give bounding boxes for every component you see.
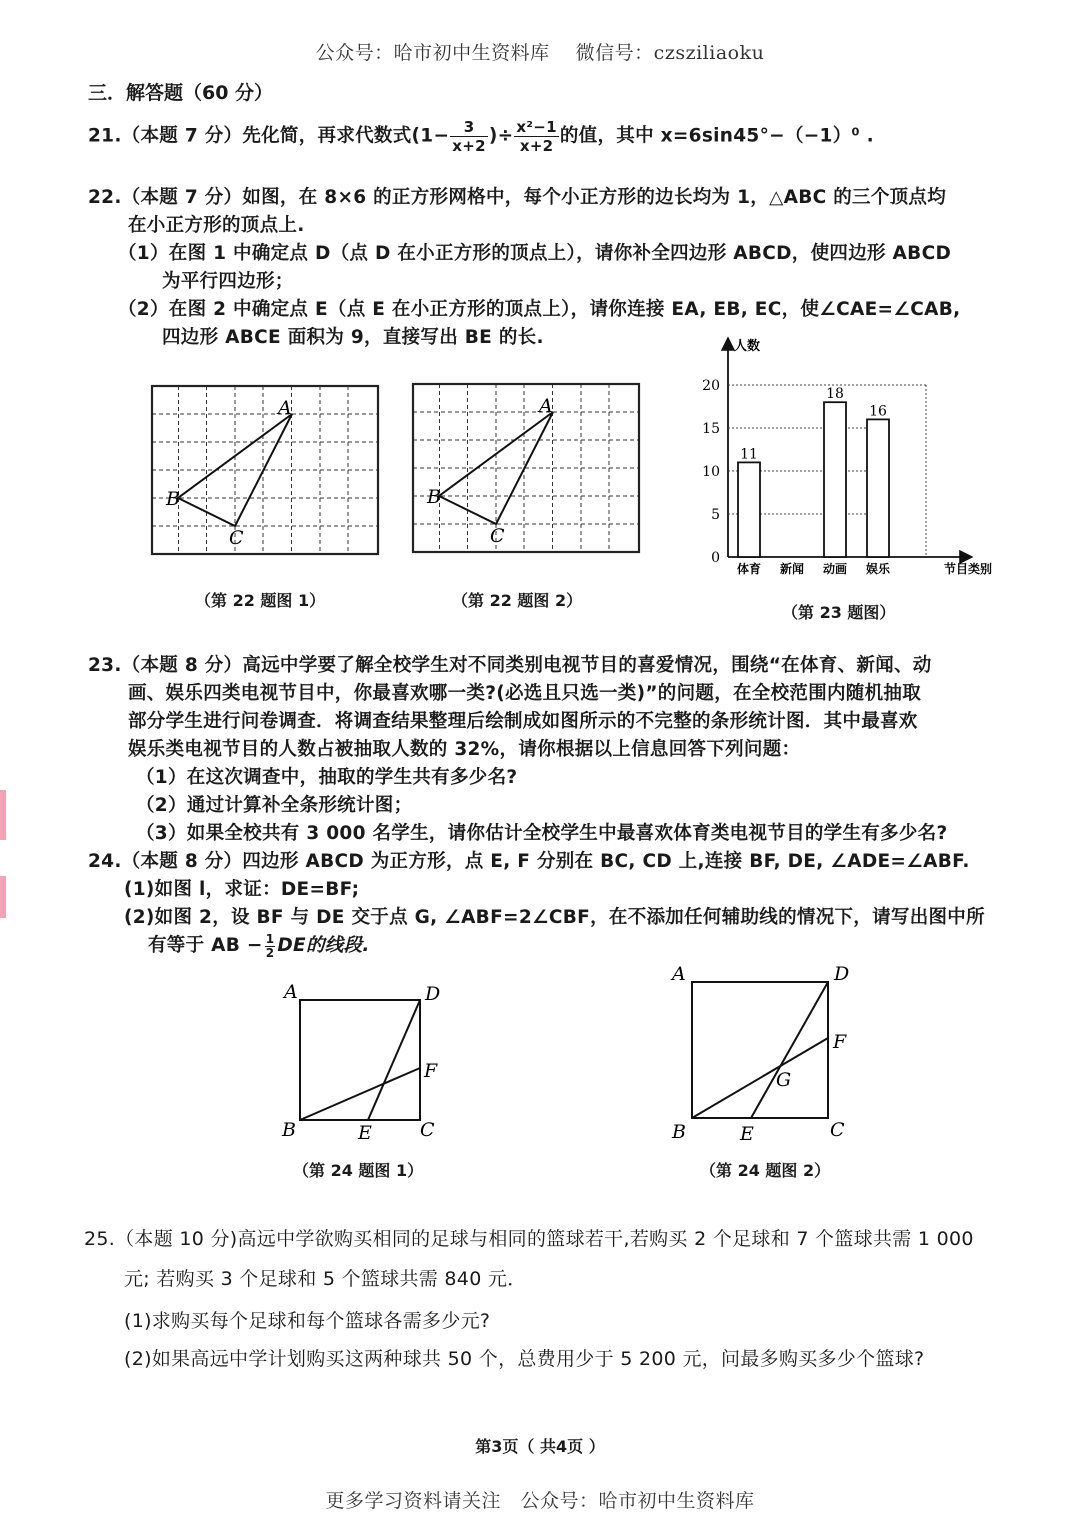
q24-line-4-suffix: DE的线段. [277,935,370,956]
label-c: C [420,1119,435,1141]
square-abcd [300,1000,420,1120]
q24-line-1: 24.（本题 8 分）四边形 ABCD 为正方形，点 E, F 分别在 BC, CD 上,连接 BF, DE, ∠ADE=∠ABF. [88,851,970,872]
section-title: 三．解答题（60 分） [88,82,274,104]
label-d: D [834,963,850,985]
page-number: 第3页（ 共4页 ） [475,1437,605,1456]
label-a: A [672,963,686,985]
q22-figure-1 [150,384,382,558]
segment-de [751,982,828,1118]
q23-line-3: 部分学生进行问卷调查．将调查结果整理后绘制成如图所示的不完整的条形统计图．其中最喜欢 [128,711,918,732]
q22-line-2: 在小正方形的顶点上. [128,215,305,236]
q25-line-2: 元; 若购买 3 个足球和 5 个篮球共需 840 元． [124,1268,527,1290]
bar-体育 [738,462,760,557]
x-tick-label: 体育 [736,562,762,576]
y-tick-label: 20 [702,378,720,394]
q23-line-4: 娱乐类电视节目的人数占被抽取人数的 32%，请你根据以上信息回答下列问题： [128,739,801,760]
q21-frac2-numerator: x²−1 [516,118,557,136]
label-e: E [740,1123,754,1145]
q21-frac1-denominator: x+2 [452,137,486,155]
q24-fraction [265,933,276,960]
q21-frac1-numerator: 3 [450,118,488,137]
x-tick-label: 动画 [822,562,848,576]
q21-prefix: 21.（本题 7 分）先化简，再求代数式(1− [88,125,450,147]
q21-suffix: 的值，其中 x=6sin45°−（−1）⁰ . [559,125,874,147]
bar-value-label: 16 [869,403,887,420]
page-header: 公众号：哈市初中生资料库 微信号：czsziliaoku [315,42,765,64]
q25-line-1: 25.（本题 10 分)高远中学欲购买相同的足球与相同的篮球若干,若购买 2 个足球和 7 个篮球共需 1 000 [84,1228,974,1250]
q23-line-6: （2）通过计算补全条形统计图； [136,795,413,816]
q24-line-2: (1)如图 l，求证：DE=BF; [124,879,360,900]
q22-caption-1: （第 22 题图 1） [195,591,326,610]
bar-value-label: 18 [826,386,844,403]
y-tick-label: 15 [702,421,720,437]
q24-frac-denominator: 2 [265,945,275,960]
point-c-label: C [490,525,505,547]
grid-lines [413,384,639,552]
q21-frac2-denominator: x+2 [519,137,554,155]
label-g: G [776,1069,792,1091]
q22-line-5: （2）在图 2 中确定点 E（点 E 在小正方形的顶点上），请你连接 EA, EB, EC，使∠CAE=∠CAB, [118,299,961,320]
label-c: C [830,1119,845,1141]
q23-line-1: 23.（本题 8 分）高远中学要了解全校学生对不同类别电视节目的喜爱情况，围绕“在体育、新闻、动 [88,655,932,676]
x-tick-label: 新闻 [779,562,805,576]
q21-fraction-2 [514,118,558,155]
y-tick-label: 10 [702,464,720,480]
point-a-label: A [278,397,292,419]
page-footer: 更多学习资料请关注 公众号：哈市初中生资料库 [325,1490,755,1512]
q21-fraction-1 [450,118,488,155]
label-f: F [424,1060,438,1082]
q25-line-3: (1)求购买每个足球和每个篮球各需多少元? [124,1310,491,1332]
label-b: B [282,1119,296,1141]
point-b-label: B [427,486,441,508]
x-tick-label: 娱乐 [865,562,891,576]
x-axis-label: 节目类别 [944,562,993,576]
q24-figure-1 [270,978,450,1148]
question-21 [88,118,874,155]
bar-娱乐 [867,419,889,557]
edge-mark [0,790,6,840]
q25-line-4: (2)如果高远中学计划购买这两种球共 50 个，总费用少于 5 200 元，问最多购买多少个篮球? [124,1348,925,1370]
point-c-label: C [229,527,244,549]
q22-line-6: 四边形 ABCE 面积为 9，直接写出 BE 的长. [162,327,544,348]
q24-line-3: (2)如图 2，设 BF 与 DE 交于点 G, ∠ABF=2∠CBF，在不添加任何辅助线的情况下，请写出图中所 [124,907,985,928]
q23-bar-chart [690,330,1010,582]
q23-line-5: （1）在这次调查中，抽取的学生共有多少名? [136,767,518,788]
q24-caption-2: （第 24 题图 2） [700,1161,831,1180]
bar-动画 [824,402,846,557]
q22-line-4: 为平行四边形； [162,271,294,292]
segment-de [368,1000,420,1120]
segment-bf [692,1038,828,1118]
q24-line-4-prefix: 有等于 AB − [148,935,263,956]
label-f: F [833,1031,847,1053]
q24-caption-1: （第 24 题图 1） [293,1161,424,1180]
edge-mark [0,876,6,918]
grid-lines [152,386,378,554]
q24-figure-2 [660,958,860,1148]
q24-line-4 [148,932,370,960]
q22-line-3: （1）在图 1 中确定点 D（点 D 在小正方形的顶点上），请你补全四边形 ABCD，使四边形 ABCD [118,243,952,264]
point-a-label: A [539,395,553,417]
q23-line-7: （3）如果全校共有 3 000 名学生，请你估计全校学生中最喜欢体育类电视节目的学生有多少名? [136,823,948,844]
q22-line-1: 22.（本题 7 分）如图，在 8×6 的正方形网格中，每个小正方形的边长均为 1，△ABC 的三个顶点均 [88,187,947,208]
y-tick-label: 5 [711,507,720,523]
q21-mid: )÷ [488,125,514,147]
q24-frac-numerator: 1 [265,931,275,946]
y-tick-label: 0 [711,550,720,566]
y-axis-label: 人数 [734,339,761,354]
q22-caption-2: （第 22 题图 2） [452,591,583,610]
q23-caption: （第 23 题图） [782,603,896,622]
q23-line-2: 画、娱乐四类电视节目中，你最喜欢哪一类?(必选且只选一类)”的问题，在全校范围内随机抽取 [128,683,922,704]
label-b: B [672,1121,686,1143]
segment-bf [300,1068,420,1120]
label-e: E [358,1122,372,1144]
point-b-label: B [166,488,180,510]
bar-value-label: 11 [740,446,758,463]
label-a: A [284,981,298,1003]
label-d: D [425,983,441,1005]
q22-figure-2 [411,382,643,556]
